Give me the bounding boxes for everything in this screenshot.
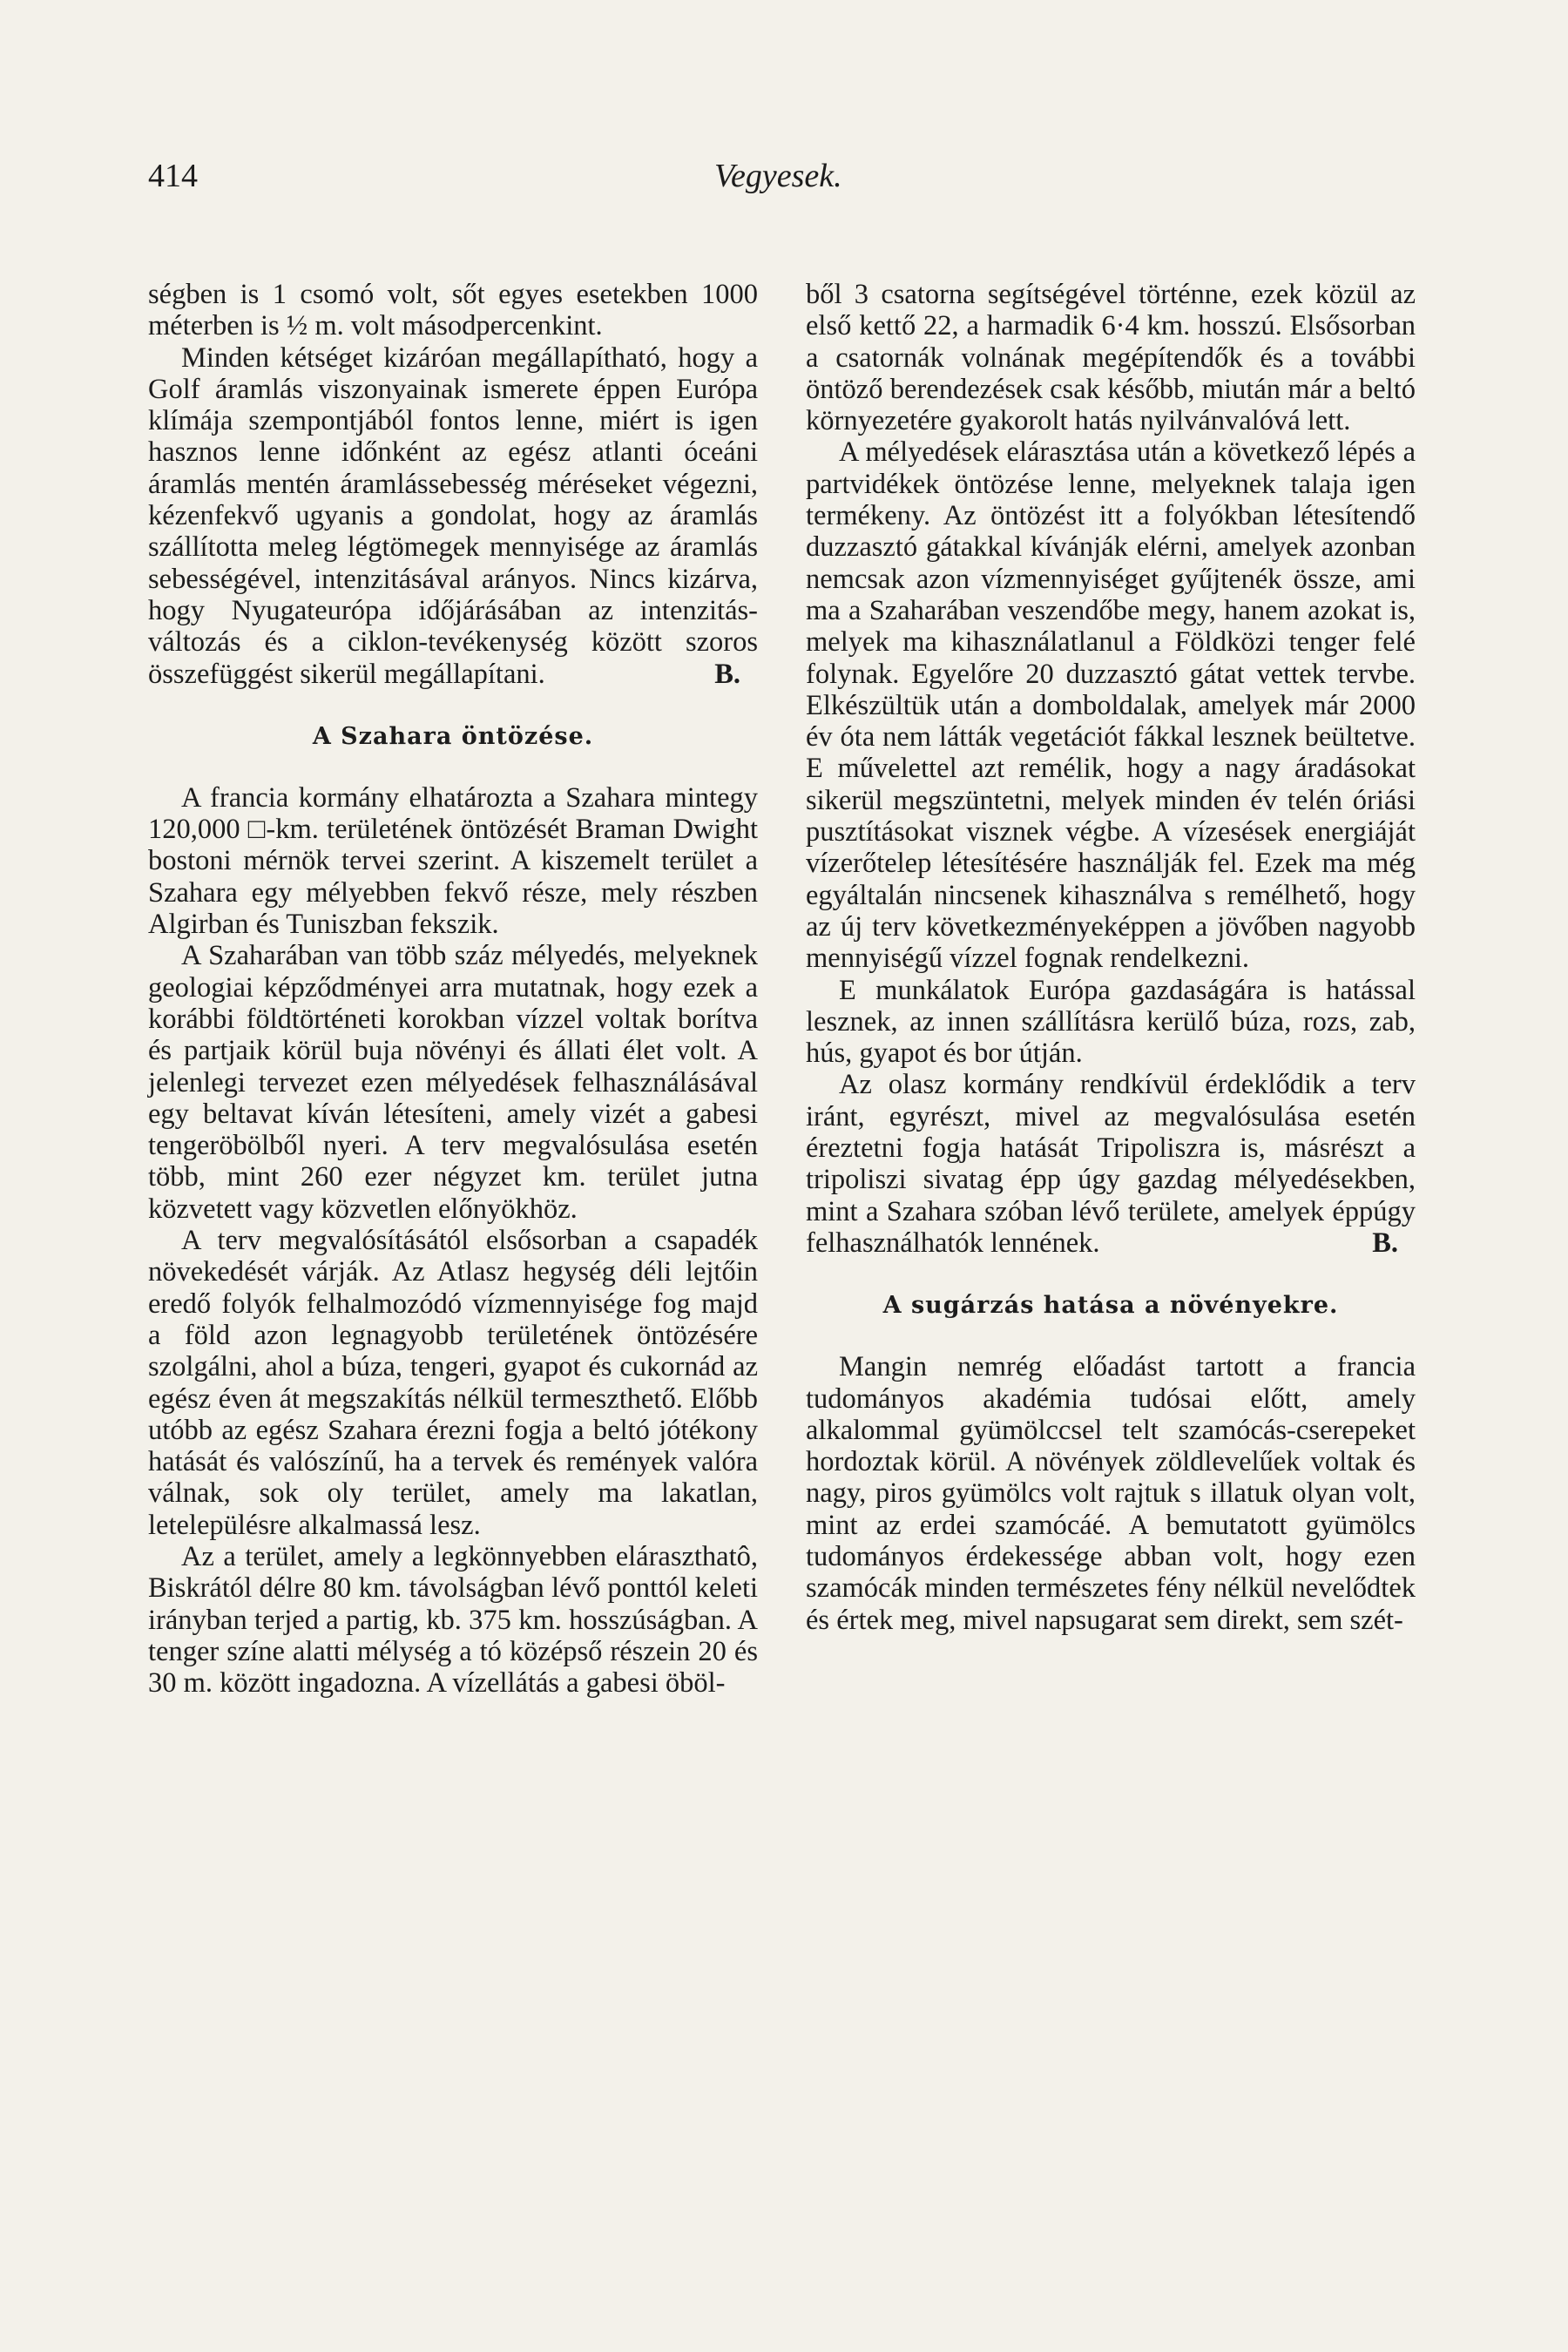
section-title: A Szahara öntözése. <box>312 722 594 750</box>
paragraph: Mangin nemrég előadást tartott a francia tudományos akadémia tudósai előtt, amely alkalommal gyümölccsel telt szamócás-cserepeket hordoztak körül. A növények zöldlevelűek voltak és nagy, piros gyümölcs volt rajtuk s illatuk olyan volt, mint az erdei szamócáé. A bemutatott gyümölcs tudományos érdekessége abban volt, hogy ezen szamócák minden természetes fény nélkül nevelődtek és értek meg, mivel napsugarat sem direkt, sem szét- <box>806 1351 1416 1636</box>
paragraph <box>806 1069 1416 1259</box>
section-title: A sugárzás hatása a növényekre. <box>882 1292 1339 1320</box>
left-column <box>148 279 758 1699</box>
right-column <box>806 279 1416 1636</box>
paragraph: A francia kormány elhatározta a Szahara mintegy 120,000 □-km. területének öntözését Braman Dwight bostoni mérnök tervei szerint. A kiszemelt terület a Szahara egy mélyebben fekvő része, mely részben Algirban és Tuniszban fekszik. <box>148 781 758 941</box>
author-signature: B. <box>714 658 740 690</box>
paragraph-text: Az olasz kormány rendkívül érdeklődik a terv iránt, egyrészt, mivel az megvalósulása esetén éreztetni fogja hatását Tripoliszra is, másrészt a tripoliszi sivatag épp úgy gazdag mélyedésekben, mint a Szahara szóban lévő területe, amelyek éppúgy felhasználhatók lennének. <box>806 1069 1416 1259</box>
paragraph: Az a terület, amely a legkönnyebben eláraszthatô, Biskrától délre 80 km. távolságban lévő ponttól keleti irányban terjed a partig, kb. 375 km. hosszúságban. A tenger színe alatti mélység a tó középső részein 20 és 30 m. között ingadozna. A vízellátás a gabesi öböl- <box>148 1540 758 1700</box>
running-title: Vegyesek. <box>714 158 842 194</box>
author-signature: B. <box>1372 1227 1398 1259</box>
paragraph: A Szaharában van több száz mélyedés, melyeknek geologiai képződményei arra mutatnak, hogy ezek a korábbi földtörténeti korokban vízzel voltak borítva és partjaik körül buja növényi és állati élet volt. A jelenlegi tervezet ezen mélyedések felhasználásával egy beltavat kíván létesíteni, amely vizét a gabesi tengeröbölből nyeri. A terv megvalósulása esetén több, mint 260 ezer négyzet km. terület jutna közvetett vagy közvetlen előnyökhöz. <box>148 940 758 1225</box>
paragraph: ből 3 csatorna segítségével történne, ezek közül az első kettő 22, a harmadik 6·4 km. hosszú. Elsősorban a csatornák volnának megépítendők és a további öntöző berendezések csak később, miután már a beltó környezetére gyakorolt hatás nyilvánvalóvá lett. <box>806 279 1416 437</box>
paragraph-text: Minden kétséget kizáróan megállapítható, hogy a Golf áramlás viszonyainak ismerete éppen Európa klímája szempontjából fontos lenne, miért is igen hasznos lenne időnként az egész atlanti óceáni áramlás mentén áramlássebesség méréseket végezni, kézenfekvő ugyanis a gondolat, hogy az áramlás szállította meleg légtömegek mennyisége az áramlás sebességével, intenzitásával arányos. Nincs kizárva, hogy Nyugateurópa időjárásában az intenzitás-változás és a ciklon-tevékenység között szoros összefüggést sikerül megállapítani. <box>148 341 758 690</box>
paragraph: A mélyedések elárasztása után a következő lépés a partvidékek öntözése lenne, melyeknek talaja igen termékeny. Az öntözést itt a folyókban létesítendő duzzasztó gátakkal kívánják elérni, amelyek azonban nemcsak azon vízmennyiséget gyűjtenék össze, ami ma a Szaharában veszendőbe megy, hanem azokat is, melyek ma kihasználatlanul a Földközi tenger felé folynak. Egyelőre 20 duzzasztó gátat vettek tervbe. Elkészültük után a domboldalak, amelyek már 2000 év óta nem látták vegetációt fákkal lesznek beültetve. E művelettel azt remélik, hogy a nagy áradásokat sikerül megszüntetni, melyek minden év telén óriási pusztításokat visznek végbe. A vízesések energiáját vízerőtelep létesítésére használják fel. Ezek ma még egyáltalán nincsenek kihasználva s remélhető, hogy az új terv következményeképpen a jövőben nagyobb mennyiségű vízzel fognak rendelkezni. <box>806 436 1416 975</box>
paragraph: ségben is 1 csomó volt, sőt egyes esetekben 1000 méterben is ½ m. volt másodpercenkint. <box>148 279 758 342</box>
paragraph: E munkálatok Európa gazdaságára is hatással lesznek, az innen szállításra kerülő búza, rozs, zab, hús, gyapot és bor útján. <box>806 974 1416 1070</box>
page-number: 414 <box>148 158 198 194</box>
page-header <box>148 150 1411 202</box>
paragraph: A terv megvalósításától elsősorban a csapadék növekedését várják. Az Atlasz hegység déli lejtőin eredő folyók felhalmozódó vízmennyisége fog majd a föld azon legnagyobb területének öntözésére szolgálni, ahol a búza, tengeri, gyapot és cukornád az egész éven át megszakítás nélkül termeszthető. Előbb utóbb az egész Szahara érezni fogja a beltó jótékony hatását és valószínű, ha a tervek és remények valóra válnak, sok oly terület, amely ma lakatlan, letelepülésre alkalmassá lesz. <box>148 1225 758 1541</box>
paragraph <box>148 342 758 690</box>
